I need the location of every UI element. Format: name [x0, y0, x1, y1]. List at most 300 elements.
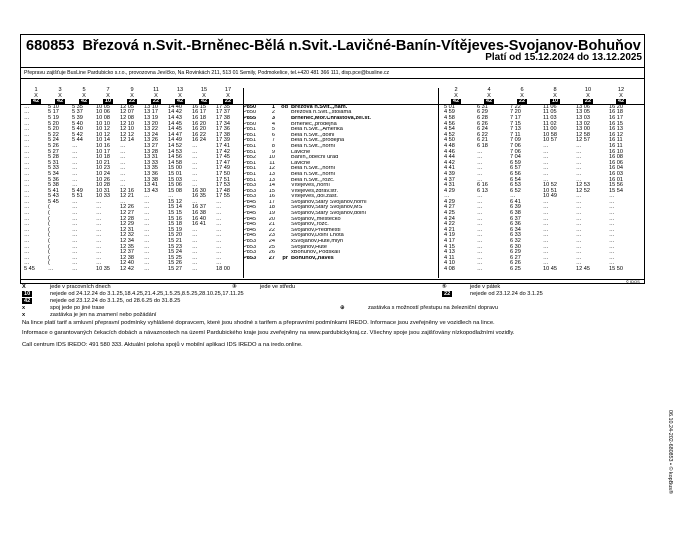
departure-time: 5 44	[72, 137, 83, 144]
stop-code: P851	[243, 127, 257, 133]
departure-time: 14 58	[168, 159, 182, 166]
departure-time: …	[477, 170, 483, 177]
legend-0	[22, 284, 111, 290]
route-name: Březová n.Svit.-Brněnec-Bělá n.Svit.-Lavičné-Banín-Vítějeves-Svojanov-Bohuňov	[82, 38, 641, 54]
stop-index: 26	[268, 250, 275, 256]
trip-number: 3	[58, 87, 62, 93]
departure-time: …	[96, 210, 102, 217]
departure-time: 7 09	[510, 137, 521, 144]
departure-time: …	[24, 137, 30, 144]
legend-4	[22, 312, 156, 318]
departure-time: …	[477, 176, 483, 183]
departure-time: 13 41	[144, 182, 158, 189]
departure-time: …	[609, 238, 615, 245]
stop-name: Svojanov,Starý Svojanov,MŠ	[291, 205, 363, 211]
departure-time: 7 17	[510, 114, 521, 121]
stop-index: 5	[271, 127, 275, 133]
departure-time: 4 17	[444, 238, 455, 245]
departure-time: …	[72, 215, 78, 222]
departure-time: …	[576, 198, 582, 205]
departure-time: 13 00	[576, 126, 590, 133]
legend-3	[22, 305, 104, 311]
stop-name: Bohuňov,,náves	[291, 255, 334, 261]
departure-time: 6 25	[510, 266, 521, 272]
stop-tag: př	[282, 255, 288, 261]
legend-symbol: X	[22, 284, 26, 290]
departure-time: 4 54	[444, 126, 455, 133]
legend-text: nejede od 24.12.24 do 3.1.25,18.4.25,21.4.25,1.5.25,8.5.25,28.10.25,17.11.25	[50, 291, 244, 297]
departure-time: 18 00	[216, 266, 230, 272]
departure-time: …	[72, 210, 78, 217]
departure-time: 4 25	[444, 210, 455, 217]
departure-time: …	[72, 260, 78, 267]
departure-time: …	[144, 198, 150, 205]
legend-badge: 22	[444, 291, 451, 297]
departure-time: 13 20	[144, 120, 158, 127]
departure-time: …	[576, 221, 582, 228]
trip-badge: 22	[518, 98, 526, 105]
departure-time: 15 03	[168, 176, 182, 183]
stop-code: P845	[243, 211, 257, 217]
departure-time: 17 39	[216, 137, 230, 144]
departure-time: …	[609, 221, 615, 228]
trip-badge: 22	[152, 98, 160, 105]
departure-time: …	[609, 215, 615, 222]
departure-time: …	[96, 243, 102, 250]
departure-time: 6 26	[477, 120, 488, 127]
departure-time: …	[576, 238, 582, 245]
side-code: 06.10.24-202-680853 • © kopBus®	[667, 410, 673, 494]
departure-time: …	[216, 221, 222, 228]
departure-time: …	[168, 193, 174, 200]
departure-time: …	[192, 266, 198, 272]
departure-time: 17 51	[216, 176, 230, 183]
departure-time: 13 17	[144, 109, 158, 116]
trip-number: 1	[34, 87, 38, 93]
departure-time: …	[144, 221, 150, 228]
departure-time: 11 02	[543, 120, 557, 127]
departure-time: …	[576, 243, 582, 250]
line-number: 680853	[26, 38, 75, 54]
departure-time: 16 11	[609, 137, 623, 144]
departure-time: …	[144, 238, 150, 245]
departure-time: 12 12	[120, 131, 134, 138]
departure-time: 16 24	[192, 137, 206, 144]
departure-time: 12 40	[120, 260, 134, 267]
stop-name: Svojanov,Starý Svojanov,dolní	[291, 211, 367, 217]
stop-code: P853	[243, 255, 257, 261]
stop-name: Svojanov,Hutě	[291, 244, 327, 250]
note-connections: Informace o garantovaných čekacích dobách a návaznostech na území Pardubického kraje jsou zveřejněny na www.pardubickykraj.cz. Všechny spoje jsou zajišťovány nízkopodlažními vozidly.	[22, 330, 515, 336]
departure-time: 5 40	[72, 120, 83, 127]
departure-time: 10 08	[96, 114, 110, 121]
departure-time: …	[609, 210, 615, 217]
departure-time: 16 06	[609, 159, 623, 166]
stop-index: 2	[271, 110, 275, 116]
stop-code: P853	[243, 239, 257, 245]
departure-time: 10 17	[96, 148, 110, 155]
departure-time: 10 33	[96, 193, 110, 200]
departure-time: 14 42	[168, 109, 182, 116]
departure-time: 17 34	[216, 120, 230, 127]
departure-time: 5 51	[72, 193, 83, 200]
departure-time: 16 04	[609, 165, 623, 172]
trip-column	[168, 88, 192, 273]
departure-time: 11 06	[543, 103, 557, 110]
trip-badge: 42	[452, 98, 460, 105]
departure-time: …	[144, 254, 150, 261]
trip-badge: 22	[584, 98, 592, 105]
stop-name: xSvojanov,Hutě,mlýn	[291, 239, 344, 245]
departure-time: 12 53	[576, 182, 590, 189]
legend-text: jede ve středu	[260, 284, 296, 290]
departure-time: 12 37	[120, 249, 134, 256]
departure-time: …	[72, 198, 78, 205]
departure-time: …	[216, 198, 222, 205]
departure-time: 13 28	[144, 148, 158, 155]
departure-time: 12 34	[120, 238, 134, 245]
departure-time: 16 12	[609, 131, 623, 138]
stop-name: Bělá n.Svit.,,dolní	[291, 132, 335, 138]
departure-time: 17 42	[216, 148, 230, 155]
departure-time: 10 10	[96, 120, 110, 127]
departure-time: …	[192, 176, 198, 183]
departure-time: 16 18	[192, 114, 206, 121]
departure-time: …	[24, 126, 30, 133]
stop-index: 21	[268, 222, 275, 228]
trip-number: 6	[520, 87, 524, 93]
trip-column	[543, 88, 567, 273]
departure-time: …	[120, 176, 126, 183]
stop-index: 12	[268, 166, 275, 172]
departure-time: 7 06	[510, 148, 521, 155]
departure-time: …	[120, 198, 126, 205]
legend-text: spoj jede po jiné trase	[50, 305, 105, 311]
departure-time: 7 06	[510, 142, 521, 149]
departure-time: …	[609, 226, 615, 233]
departure-time: …	[576, 254, 582, 261]
trip-number: 10	[584, 87, 592, 93]
departure-time: 5 19	[48, 114, 59, 121]
departure-time: 6 22	[477, 131, 488, 138]
stop-code: P851	[243, 132, 257, 138]
departure-time: 12 32	[120, 232, 134, 239]
departure-time: 16 20	[192, 120, 206, 127]
stop-index: 1	[271, 104, 275, 110]
departure-time: …	[24, 238, 30, 245]
departure-time: 17 38	[216, 131, 230, 138]
departure-time: …	[609, 193, 615, 200]
legend-2	[22, 298, 180, 304]
stop-code: P853	[243, 194, 257, 200]
legend-1	[22, 291, 244, 297]
stop-code: P851	[243, 177, 257, 183]
departure-time: (	[48, 210, 50, 217]
departure-time: 16 35	[192, 193, 206, 200]
departure-time: …	[216, 249, 222, 256]
departure-time: …	[72, 243, 78, 250]
trip-daycode: X	[154, 92, 158, 99]
departure-time: 4 50	[444, 137, 455, 144]
trip-daycode: X	[553, 92, 557, 99]
departure-time: 16 01	[609, 176, 623, 183]
copyright: © IDOS	[626, 279, 640, 284]
departure-time: 15 08	[168, 187, 182, 194]
departure-time: 7 04	[510, 154, 521, 161]
departure-time: …	[120, 148, 126, 155]
trip-column	[477, 88, 501, 273]
trip-number: 11	[153, 87, 159, 93]
departure-time: 15 16	[168, 215, 182, 222]
trip-daycode: X	[106, 92, 110, 99]
stop-index: 11	[269, 160, 275, 166]
departure-time: 13 10	[144, 103, 158, 110]
departure-time: (	[48, 238, 50, 245]
departure-time: (	[48, 221, 50, 228]
stop-code: P850	[243, 121, 257, 127]
departure-time: …	[24, 159, 30, 166]
trip-badge: 42	[56, 98, 64, 105]
departure-time: 17 37	[216, 109, 230, 116]
departure-time: 17 35	[216, 103, 230, 110]
legend-text: nejede od 23.12.24 do 3.1.25, od 28.6.25 do 31.8.25	[50, 298, 181, 304]
trip-number: 9	[130, 87, 134, 93]
legend-right-0	[442, 284, 500, 290]
trip-badge: 42	[80, 98, 88, 105]
departure-time: …	[24, 165, 30, 172]
departure-time: 14 53	[168, 148, 182, 155]
departure-time: 15 54	[609, 187, 623, 194]
trip-daycode: X	[226, 92, 230, 99]
departure-time: 12 38	[120, 254, 134, 261]
departure-time: 10 23	[96, 165, 110, 172]
departure-time: 6 32	[510, 238, 521, 245]
departure-time: 11 03	[543, 114, 557, 121]
departure-time: …	[24, 226, 30, 233]
departure-time: …	[144, 260, 150, 267]
departure-time: …	[144, 204, 150, 211]
legend-symbol: ③	[232, 284, 237, 290]
trip-number: 2	[454, 87, 458, 93]
departure-time: …	[24, 109, 30, 116]
departure-time: (	[48, 249, 50, 256]
stop-name: Bělá n.Svit.,,prodejna	[291, 138, 345, 144]
departure-time: 12 31	[120, 226, 134, 233]
departure-time: …	[72, 142, 78, 149]
departure-time: …	[576, 232, 582, 239]
departure-time: 10 18	[96, 154, 110, 161]
departure-time: …	[609, 232, 615, 239]
stop-name: Brněnec,Mor.Chrastová,žel.st.	[291, 115, 371, 121]
departure-time: …	[192, 142, 198, 149]
departure-time: …	[576, 204, 582, 211]
departure-time: 12 05	[120, 103, 134, 110]
trip-column	[510, 88, 534, 273]
departure-time: 10 14	[96, 137, 110, 144]
stop-name: xBohuňov,,Podskalí	[291, 250, 341, 256]
trip-badge: 42	[617, 98, 625, 105]
departure-time: 16 15	[192, 103, 206, 110]
departure-time: …	[477, 148, 483, 155]
stop-code: P845	[243, 216, 257, 222]
departure-time: …	[72, 182, 78, 189]
departure-time: 5 45	[24, 266, 35, 272]
departure-time: 15 23	[168, 243, 182, 250]
departure-time: 4 27	[444, 204, 455, 211]
departure-time: 4 24	[444, 215, 455, 222]
stop-name: Bělá n.Svit.,,rozc.	[291, 177, 335, 183]
departure-time: 13 24	[144, 131, 158, 138]
departure-time: …	[72, 148, 78, 155]
departure-time: 17 50	[216, 170, 230, 177]
departure-time: 5 10	[48, 103, 59, 110]
note-callcentre: Call centrum IDS IREDO: 491 580 333. Aktuální poloha spojů v mobilní aplikaci IDS IREDO a na iredo.online.	[22, 342, 303, 348]
departure-time: (	[48, 204, 50, 211]
departure-time: …	[120, 154, 126, 161]
trip-daycode: X	[202, 92, 206, 99]
departure-time: 5 45	[48, 198, 59, 205]
departure-time: …	[72, 221, 78, 228]
departure-time: 13 03	[576, 114, 590, 121]
departure-time: 4 52	[444, 131, 455, 138]
legend-text: jede v pracovních dnech	[50, 284, 111, 290]
departure-time: 5 37	[72, 109, 83, 116]
departure-time: …	[576, 210, 582, 217]
departure-time: …	[24, 103, 30, 110]
stop-index: 19	[268, 211, 275, 217]
departure-time: …	[216, 215, 222, 222]
trip-badge: 42	[485, 98, 493, 105]
departure-time: 4 11	[444, 254, 455, 261]
departure-time: 10 35	[96, 266, 110, 272]
stop-code: P853	[243, 188, 257, 194]
trip-column	[72, 88, 96, 273]
departure-time: …	[477, 159, 483, 166]
departure-time: 10 06	[96, 109, 110, 116]
departure-time: 5 20	[48, 126, 59, 133]
departure-time: 13 38	[144, 176, 158, 183]
departure-time: 17 55	[216, 193, 230, 200]
trip-daycode: X	[82, 92, 86, 99]
legend-symbol: ⊕	[340, 305, 345, 311]
departure-time: …	[216, 243, 222, 250]
stop-name: Vítějeves,,dol.zast.	[291, 194, 338, 200]
departure-time: 16 20	[609, 103, 623, 110]
departure-time: 10 26	[96, 176, 110, 183]
departure-time: …	[72, 159, 78, 166]
departure-time: …	[477, 221, 483, 228]
departure-time: …	[72, 249, 78, 256]
departure-time: …	[24, 215, 30, 222]
departure-time: …	[192, 154, 198, 161]
departure-time: 13 27	[144, 142, 158, 149]
departure-time: 15 24	[168, 249, 182, 256]
stop-name: Březová n.Svit.,,stoláma	[291, 110, 352, 116]
departure-time: 6 29	[477, 109, 488, 116]
departure-time: 6 57	[510, 165, 521, 172]
stop-name: Banín,,obecní úřad	[291, 155, 339, 161]
departure-time: 12 08	[120, 114, 134, 121]
departure-time: …	[48, 266, 54, 272]
departure-time: …	[609, 254, 615, 261]
departure-time: …	[477, 154, 483, 161]
departure-time: 15 19	[168, 226, 182, 233]
departure-time: …	[216, 254, 222, 261]
validity: Platí od 15.12.2024 do 13.12.2025	[485, 52, 642, 63]
departure-time: …	[192, 159, 198, 166]
trip-daycode: X	[130, 92, 134, 99]
trip-column	[576, 88, 600, 273]
departure-time: 5 39	[72, 114, 83, 121]
departure-time: 6 21	[477, 137, 488, 144]
legend-mid-1	[340, 305, 498, 311]
trip-number: 17	[224, 87, 232, 93]
departure-time: 14 47	[168, 131, 182, 138]
departure-time: 6 34	[510, 226, 521, 233]
departure-time: …	[543, 260, 549, 267]
departure-time: …	[477, 198, 483, 205]
trip-column	[444, 88, 468, 273]
stop-name: Svojanov,Předměstí	[291, 227, 341, 233]
departure-time: 5 36	[48, 176, 59, 183]
stop-name: Svojanov,Dolní Lhota	[291, 233, 344, 239]
departure-time: 4 10	[444, 260, 455, 267]
trip-column	[192, 88, 216, 273]
departure-time: 5 24	[48, 137, 59, 144]
stop-index: 14	[268, 183, 275, 189]
departure-time: …	[24, 243, 30, 250]
departure-time: …	[576, 148, 582, 155]
departure-time: 10 52	[543, 182, 557, 189]
departure-time: …	[477, 266, 483, 272]
legend-badge: 10	[24, 291, 31, 297]
departure-time: 6 37	[510, 215, 521, 222]
departure-time: 16 22	[192, 131, 206, 138]
legend-text: zastávka s možností přestupu na železniční dopravu	[368, 305, 498, 311]
departure-time: 10 31	[96, 187, 110, 194]
departure-time: …	[543, 198, 549, 205]
trip-column	[24, 88, 48, 273]
departure-time: 13 19	[144, 114, 158, 121]
departure-time: 4 48	[444, 142, 455, 149]
stop-name: Lavičné	[291, 160, 311, 166]
trip-number: 8	[553, 87, 557, 93]
departure-time: …	[144, 193, 150, 200]
departure-time: …	[24, 142, 30, 149]
departure-time: …	[477, 215, 483, 222]
departure-time: 12 45	[576, 266, 590, 272]
departure-time: 12 42	[120, 266, 134, 272]
departure-time: …	[576, 193, 582, 200]
departure-time: …	[24, 131, 30, 138]
departure-time: …	[192, 260, 198, 267]
stop-name: Brněnec,,prodejna	[291, 121, 337, 127]
departure-time: 16 40	[192, 215, 206, 222]
departure-time: 12 21	[120, 193, 134, 200]
departure-time: 12 27	[120, 210, 134, 217]
trip-column	[144, 88, 168, 273]
stop-code: P845	[243, 199, 257, 205]
departure-time: …	[477, 226, 483, 233]
stop-code: P851	[243, 149, 257, 155]
departure-time: …	[192, 182, 198, 189]
departure-time: …	[192, 170, 198, 177]
trip-number: 5	[82, 87, 86, 93]
departure-time: 14 52	[168, 142, 182, 149]
departure-time: …	[24, 114, 30, 121]
departure-time: 4 15	[444, 243, 455, 250]
departure-time: …	[543, 159, 549, 166]
